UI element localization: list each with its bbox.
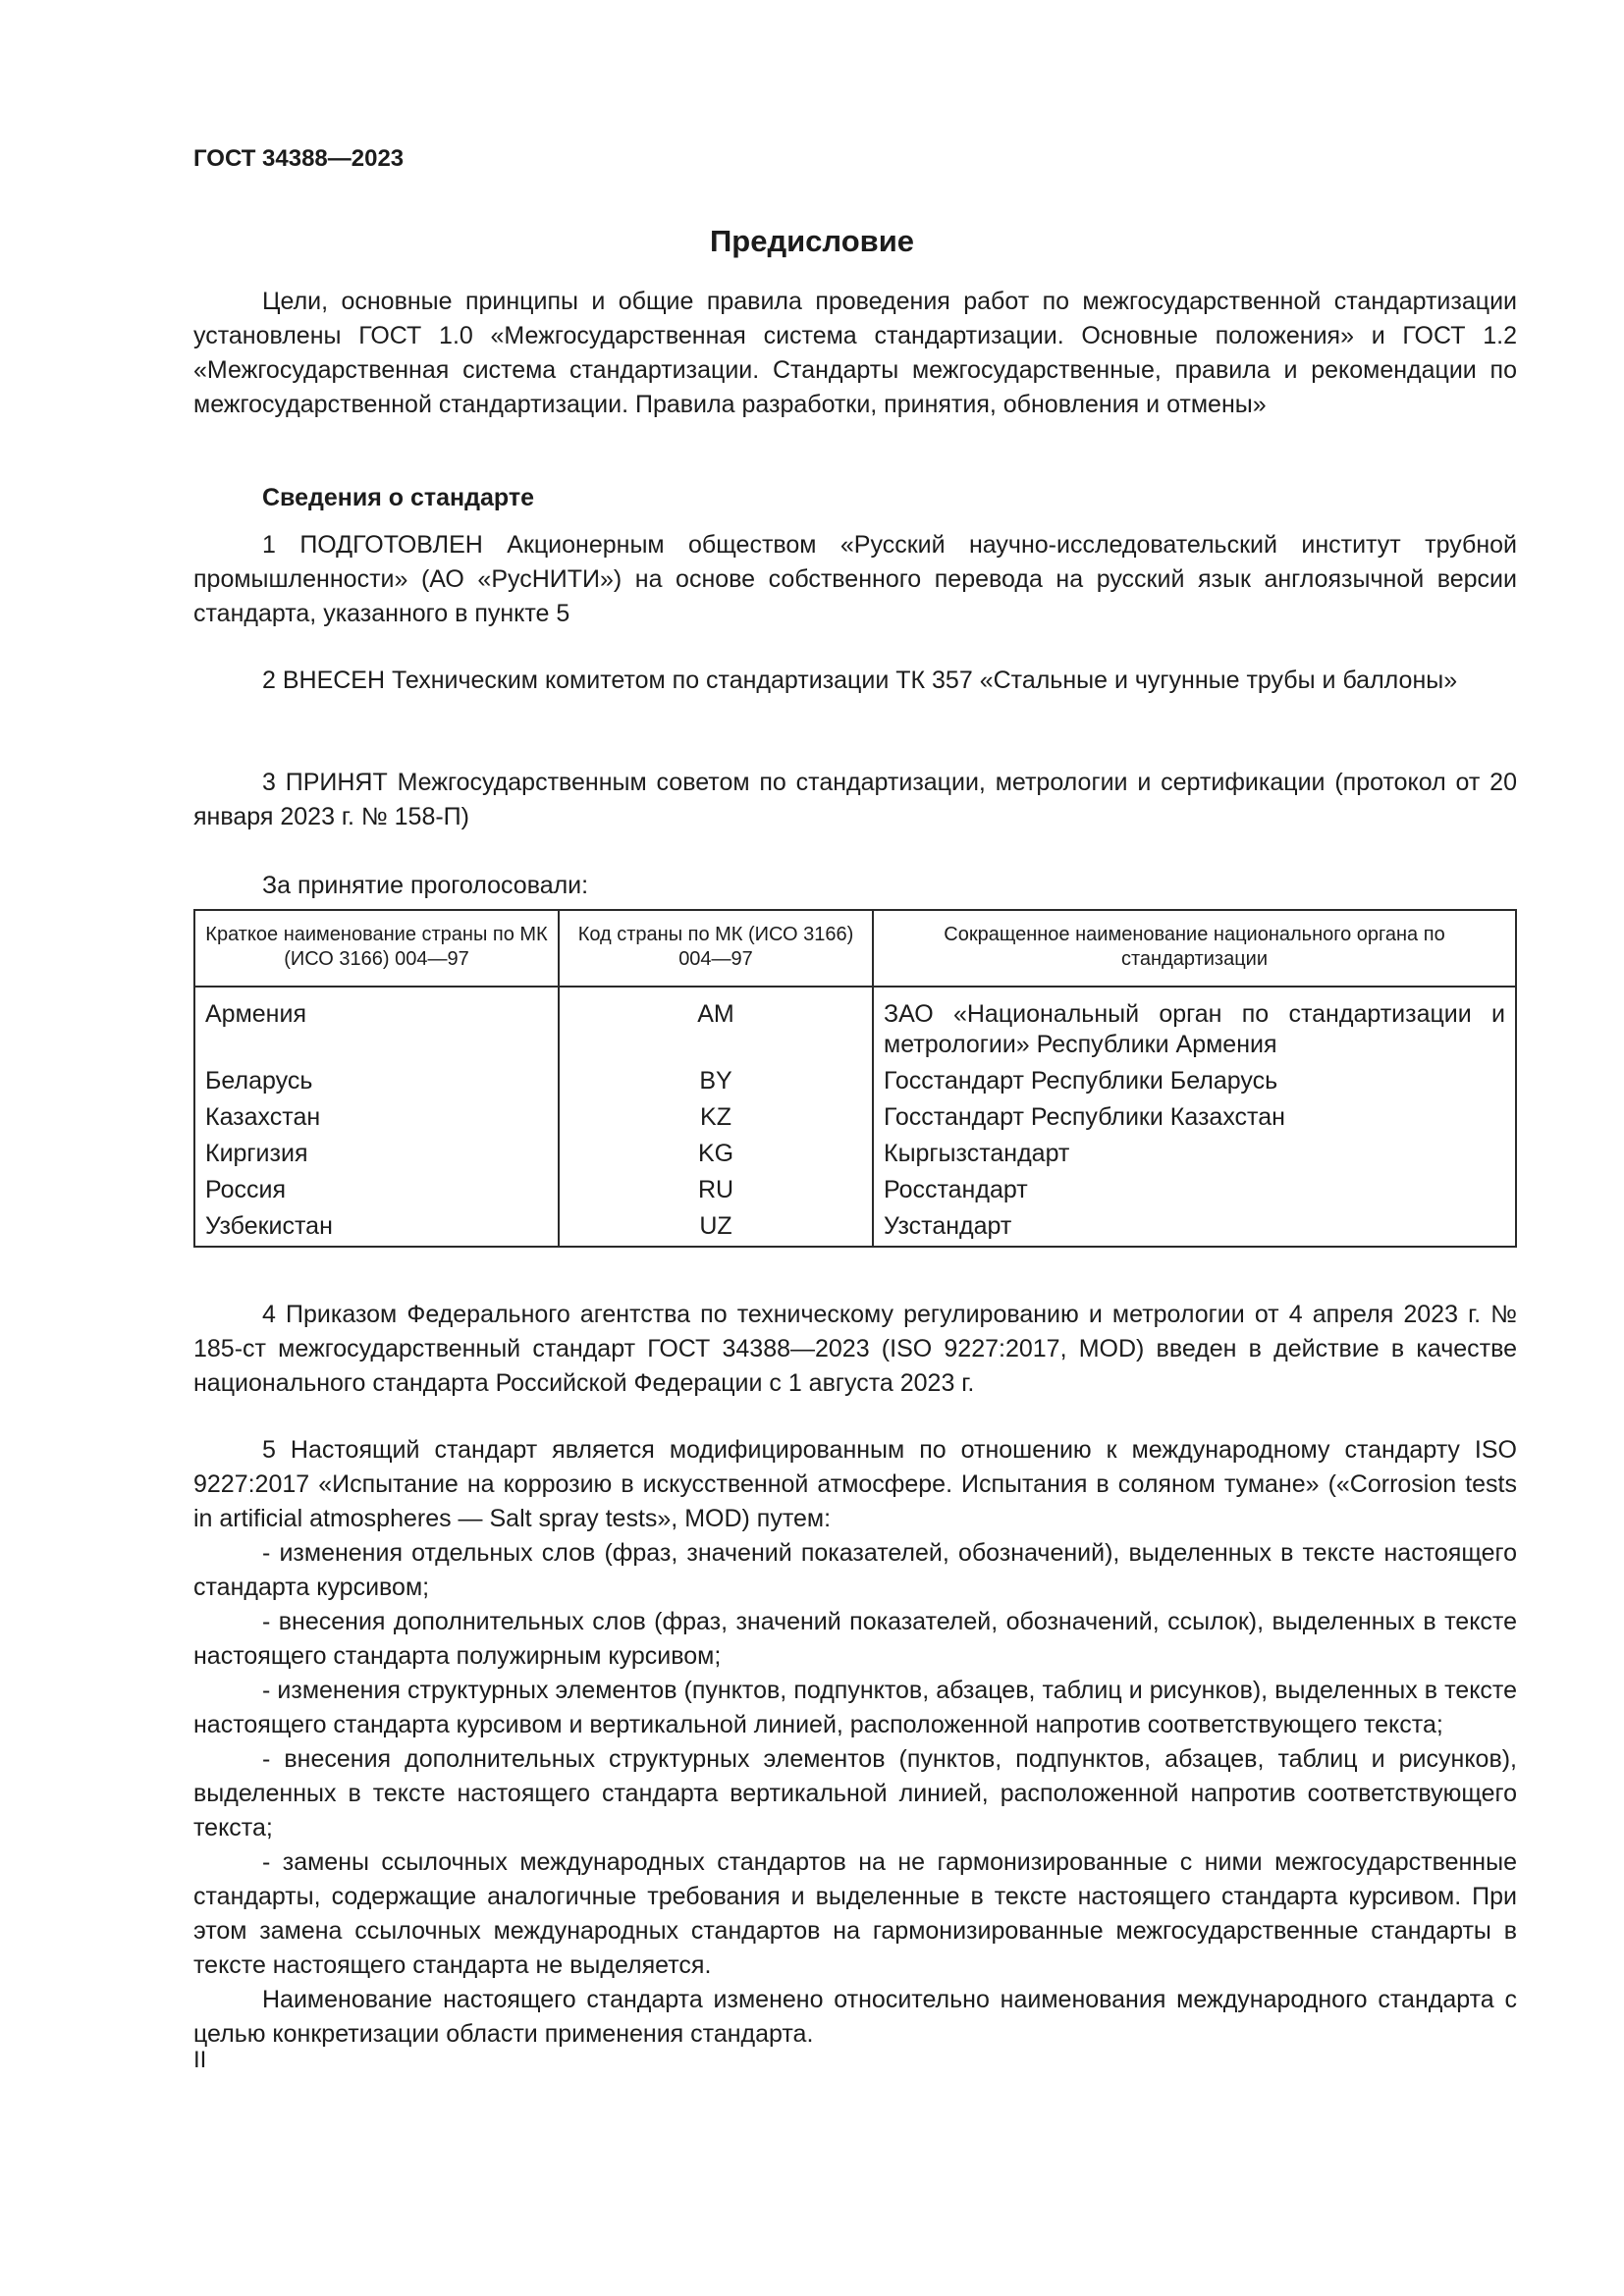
item-4-block [193,1298,1517,1401]
info-heading-block [193,481,1517,515]
header-code: Код страны по МК (ИСО 3166) 004—97 [559,910,873,987]
item-2: 2 ВНЕСЕН Техническим комитетом по стандартизации ТК 357 «Стальные и чугунные трубы и баллоны» [262,667,1458,694]
country-cell: Россия [194,1172,559,1208]
code-cell: KZ [559,1099,873,1136]
item-5-bullet: - изменения структурных элементов (пунктов, подпунктов, абзацев, таблиц и рисунков), выделенных в тексте настоящего стандарта курсивом и вертикальной линией, расположенной напротив соответствующего текста; [193,1677,1517,1738]
item-1-block [193,528,1517,631]
intro-block [193,285,1517,422]
item-4: 4 Приказом Федерального агентства по техническому регулированию и метрологии от 4 апреля 2023 г. № 185-ст межгосударственный стандарт ГОСТ 34388—2023 (ISO 9227:2017, MOD) введен в действие в качестве национального стандарта Российской Федерации с 1 августа 2023 г. [193,1301,1517,1397]
body-cell: Госстандарт Республики Казахстан [873,1099,1516,1136]
body-cell: Росстандарт [873,1172,1516,1208]
table-row [194,987,1516,1063]
table-row [194,1208,1516,1247]
item-5-bullet: - изменения отдельных слов (фраз, значений показателей, обозначений), выделенных в тексте настоящего стандарта курсивом; [193,1539,1517,1601]
table-row [194,1099,1516,1136]
page-title: Предисловие [709,224,914,258]
code-cell: KG [559,1136,873,1172]
body-cell: Кыргызстандарт [873,1136,1516,1172]
info-heading: Сведения о стандарте [262,484,535,511]
country-cell: Беларусь [194,1063,559,1099]
body-cell: Госстандарт Республики Беларусь [873,1063,1516,1099]
voting-table [193,909,1517,1248]
vote-label: За принятие проголосовали: [262,872,589,899]
item-5-bullet: - внесения дополнительных слов (фраз, значений показателей, обозначений, ссылок), выделенных в тексте настоящего стандарта полужирным курсивом; [193,1608,1517,1670]
table-row [194,1063,1516,1099]
country-cell: Киргизия [194,1136,559,1172]
header-body: Сокращенное наименование национального органа по стандартизации [873,910,1516,987]
page-number: II [193,2047,207,2073]
table-row [194,1172,1516,1208]
code-cell: RU [559,1172,873,1208]
item-1: 1 ПОДГОТОВЛЕН Акционерным обществом «Русский научно-исследовательский институт трубной промышленности» (АО «РусНИТИ») на основе собственного перевода на русский язык англоязычной версии стандарта, указанного в пункте 5 [193,531,1517,627]
vote-block [193,869,1517,1248]
intro-paragraph: Цели, основные принципы и общие правила проведения работ по межгосударственной стандартизации установлены ГОСТ 1.0 «Межгосударственная система стандартизации. Основные положения» и ГОСТ 1.2 «Межгосударственная система стандартизации. Стандарты межгосударственные, правила и рекомендации по межгосударственной стандартизации. Правила разработки, принятия, обновления и отмены» [193,288,1517,418]
item-5: 5 Настоящий стандарт является модифицированным по отношению к международному стандарту ISO 9227:2017 «Испытание на коррозию в искусственной атмосфере. Испытания в соляном тумане» («Corrosion tests in artificial atmospheres — Salt spray tests», MOD) путем: [193,1436,1517,1532]
table-header-row [194,910,1516,987]
header-country: Краткое наименование страны по МК (ИСО 3166) 004—97 [194,910,559,987]
item-5-block [193,1433,1517,2052]
body-cell: Узстандарт [873,1208,1516,1247]
code-cell: UZ [559,1208,873,1247]
country-cell: Казахстан [194,1099,559,1136]
document-code: ГОСТ 34388—2023 [193,145,405,172]
item-3: 3 ПРИНЯТ Межгосударственным советом по стандартизации, метрологии и сертификации (протокол от 20 января 2023 г. № 158-П) [193,769,1517,830]
country-cell: Армения [194,987,559,1063]
body-cell: ЗАО «Национальный орган по стандартизации и метрологии» Республики Армения [873,987,1516,1063]
table-row [194,1136,1516,1172]
code-cell: AM [559,987,873,1063]
country-cell: Узбекистан [194,1208,559,1247]
item-3-block [193,766,1517,834]
item-2-block [193,664,1517,698]
code-cell: BY [559,1063,873,1099]
item-5-bullet: - замены ссылочных международных стандартов на не гармонизированные с ними межгосударственные стандарты, содержащие аналогичные требования и выделенные в тексте настоящего стандарта курсивом. При этом замена ссылочных международных стандартов на гармонизированные межгосударственные стандарты в тексте настоящего стандарта не выделяется. [193,1848,1517,1979]
item-5-bullet: - внесения дополнительных структурных элементов (пунктов, подпунктов, абзацев, таблиц и рисунков), выделенных в тексте настоящего стандарта вертикальной линией, расположенной напротив соответствующего текста; [193,1745,1517,1842]
item-5-closing: Наименование настоящего стандарта изменено относительно наименования международного стандарта с целью конкретизации области применения стандарта. [193,1986,1517,2048]
